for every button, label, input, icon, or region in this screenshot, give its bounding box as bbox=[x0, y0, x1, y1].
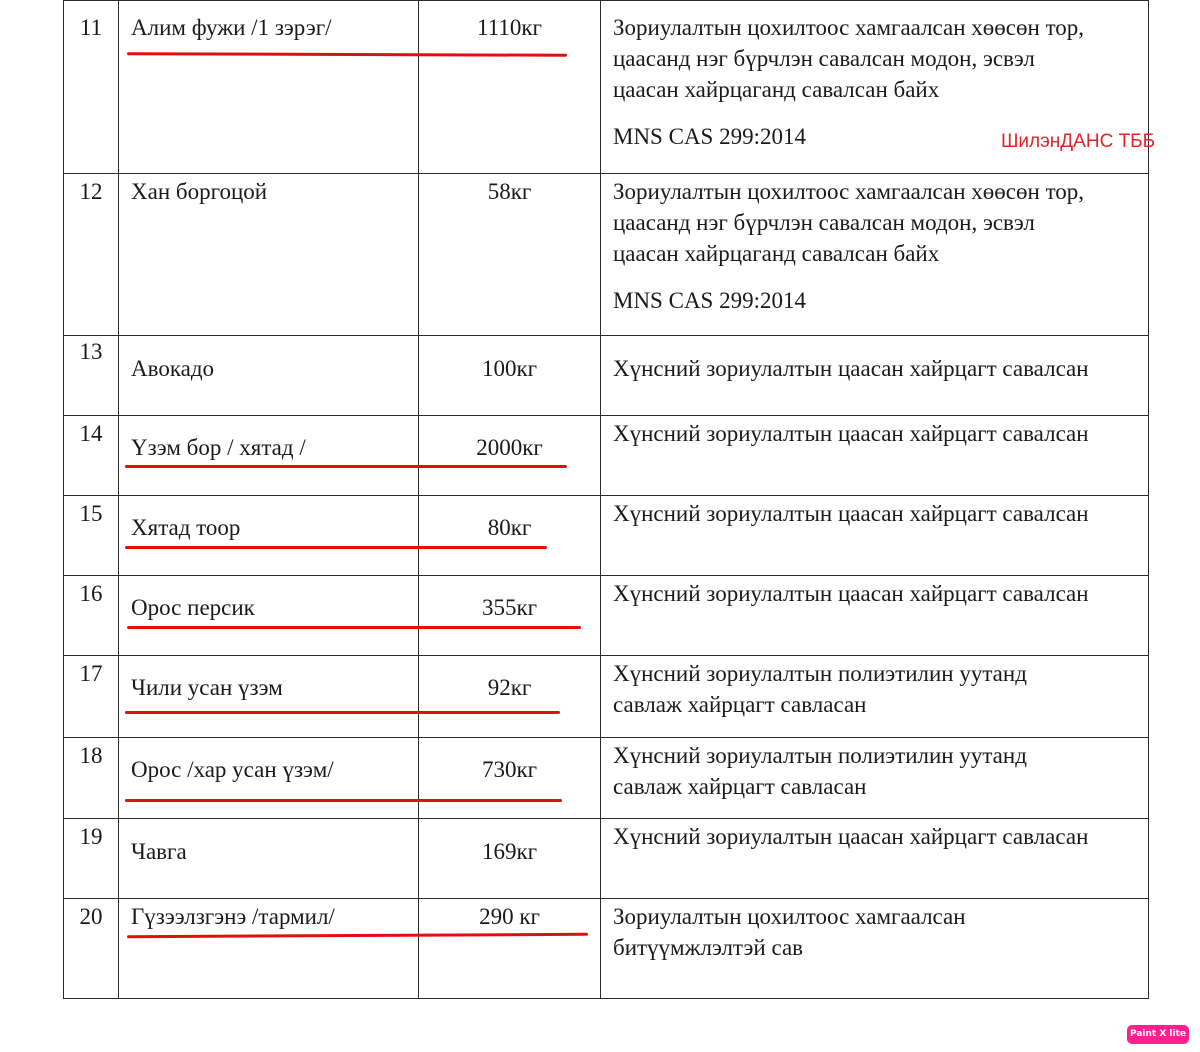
red-underline-annotation bbox=[125, 465, 567, 468]
red-underline-annotation bbox=[125, 546, 547, 549]
row-number-cell bbox=[64, 496, 119, 576]
standard-code: MNS CAS 299:2014 bbox=[613, 288, 806, 313]
table-row bbox=[64, 416, 1149, 496]
row-number-cell bbox=[64, 656, 119, 738]
packaging-line: цаасанд нэг бүрчлэн савалсан модон, эсвэл bbox=[613, 46, 1035, 71]
product-table bbox=[63, 0, 1149, 999]
red-underline-annotation bbox=[125, 711, 560, 714]
quantity-cell bbox=[419, 1, 601, 174]
packaging-line: Хүнсний зориулалтын цаасан хайрцагт савалсан bbox=[613, 501, 1089, 526]
product-name-cell bbox=[119, 416, 419, 496]
watermark-stamp: ШилэнДАНС ТББ bbox=[1001, 131, 1156, 152]
product-name-cell bbox=[119, 174, 419, 336]
quantity-cell bbox=[419, 174, 601, 336]
quantity: 2000кг bbox=[476, 435, 543, 460]
row-number: 18 bbox=[79, 743, 103, 768]
quantity-cell bbox=[419, 738, 601, 819]
table-row bbox=[64, 174, 1149, 336]
product-name-cell bbox=[119, 496, 419, 576]
quantity: 92кг bbox=[487, 675, 532, 700]
table-row bbox=[64, 1, 1149, 174]
quantity: 100кг bbox=[481, 356, 538, 381]
row-number: 13 bbox=[79, 339, 103, 364]
packaging-line: Хүнсний зориулалтын полиэтилин уутанд bbox=[613, 661, 1027, 686]
product-name: Алим фужи /1 зэрэг/ bbox=[131, 15, 332, 40]
packaging-line: Хүнсний зориулалтын цаасан хайрцагт савалсан bbox=[613, 581, 1089, 606]
packaging-line: Хүнсний зориулалтын цаасан хайрцагт савласан bbox=[613, 824, 1089, 849]
product-name: Авокадо bbox=[131, 356, 215, 381]
packaging-cell bbox=[601, 496, 1149, 576]
product-name: Чавга bbox=[131, 839, 187, 864]
packaging-line: цаасан хайрцаганд савалсан байх bbox=[613, 241, 940, 266]
row-number: 17 bbox=[79, 661, 103, 686]
packaging-line: Хүнсний зориулалтын цаасан хайрцагт савалсан bbox=[613, 421, 1089, 446]
packaging-line: савлаж хайрцагт савласан bbox=[613, 774, 867, 799]
product-name-cell bbox=[119, 819, 419, 899]
quantity-cell bbox=[419, 576, 601, 656]
table-row bbox=[64, 656, 1149, 738]
packaging-cell bbox=[601, 899, 1149, 999]
quantity-cell bbox=[419, 416, 601, 496]
row-number-cell bbox=[64, 819, 119, 899]
packaging-cell bbox=[601, 819, 1149, 899]
packaging-cell bbox=[601, 738, 1149, 819]
quantity: 730кг bbox=[481, 757, 538, 782]
table-row bbox=[64, 576, 1149, 656]
row-number-cell bbox=[64, 899, 119, 999]
row-number: 11 bbox=[79, 15, 103, 40]
quantity: 169кг bbox=[481, 839, 538, 864]
row-number: 15 bbox=[79, 501, 103, 526]
row-number-cell bbox=[64, 336, 119, 416]
red-underline-annotation bbox=[127, 626, 581, 629]
packaging-cell bbox=[601, 416, 1149, 496]
table-row bbox=[64, 899, 1149, 999]
quantity-cell bbox=[419, 899, 601, 999]
packaging-cell bbox=[601, 174, 1149, 336]
row-number-cell bbox=[64, 738, 119, 819]
row-number-cell bbox=[64, 174, 119, 336]
quantity: 290 кг bbox=[479, 904, 540, 929]
row-number: 14 bbox=[79, 421, 103, 446]
product-name-cell bbox=[119, 899, 419, 999]
quantity: 80кг bbox=[487, 515, 532, 540]
row-number-cell bbox=[64, 416, 119, 496]
packaging-cell bbox=[601, 656, 1149, 738]
product-name: Чили усан үзэм bbox=[131, 675, 283, 700]
quantity: 355кг bbox=[481, 595, 538, 620]
packaging-line: савлаж хайрцагт савласан bbox=[613, 692, 867, 717]
packaging-line: цаасанд нэг бүрчлэн савалсан модон, эсвэл bbox=[613, 210, 1035, 235]
table-row bbox=[64, 496, 1149, 576]
packaging-line: цаасан хайрцаганд савалсан байх bbox=[613, 77, 940, 102]
red-underline-annotation bbox=[125, 799, 562, 802]
row-number-cell bbox=[64, 1, 119, 174]
packaging-line: Зориулалтын цохилтоос хамгаалсан bbox=[613, 904, 966, 929]
table-row bbox=[64, 336, 1149, 416]
product-name: Хан боргоцой bbox=[131, 179, 268, 204]
packaging-line: Хүнсний зориулалтын полиэтилин уутанд bbox=[613, 743, 1027, 768]
product-name: Гүзээлзгэнэ /тармил/ bbox=[131, 904, 335, 929]
app-watermark-badge: Paint X lite bbox=[1127, 1025, 1189, 1044]
packaging-cell bbox=[601, 576, 1149, 656]
standard-code: MNS CAS 299:2014 bbox=[613, 124, 806, 149]
product-name-cell bbox=[119, 576, 419, 656]
table-row bbox=[64, 738, 1149, 819]
packaging-cell bbox=[601, 336, 1149, 416]
quantity-cell bbox=[419, 819, 601, 899]
product-name: Үзэм бор / хятад / bbox=[131, 435, 306, 460]
packaging-line: битүүмжлэлтэй сав bbox=[613, 935, 804, 960]
row-number: 16 bbox=[79, 581, 103, 606]
product-name-cell bbox=[119, 656, 419, 738]
packaging-line: Хүнсний зориулалтын цаасан хайрцагт савалсан bbox=[613, 356, 1089, 381]
packaging-line: Зориулалтын цохилтоос хамгаалсан хөөсөн тор, bbox=[613, 15, 1085, 40]
product-name-cell bbox=[119, 1, 419, 174]
row-number: 20 bbox=[79, 904, 103, 929]
product-name: Орос персик bbox=[131, 595, 255, 620]
product-name-cell bbox=[119, 738, 419, 819]
quantity: 1110кг bbox=[477, 15, 542, 40]
quantity-cell bbox=[419, 656, 601, 738]
product-name: Хятад тоор bbox=[131, 515, 241, 540]
table-row bbox=[64, 819, 1149, 899]
quantity-cell bbox=[419, 496, 601, 576]
row-number-cell bbox=[64, 576, 119, 656]
quantity: 58кг bbox=[487, 179, 532, 204]
row-number: 12 bbox=[79, 179, 103, 204]
product-name: Орос /хар усан үзэм/ bbox=[131, 757, 334, 782]
quantity-cell bbox=[419, 336, 601, 416]
packaging-line: Зориулалтын цохилтоос хамгаалсан хөөсөн тор, bbox=[613, 179, 1085, 204]
product-name-cell bbox=[119, 336, 419, 416]
row-number: 19 bbox=[79, 824, 103, 849]
